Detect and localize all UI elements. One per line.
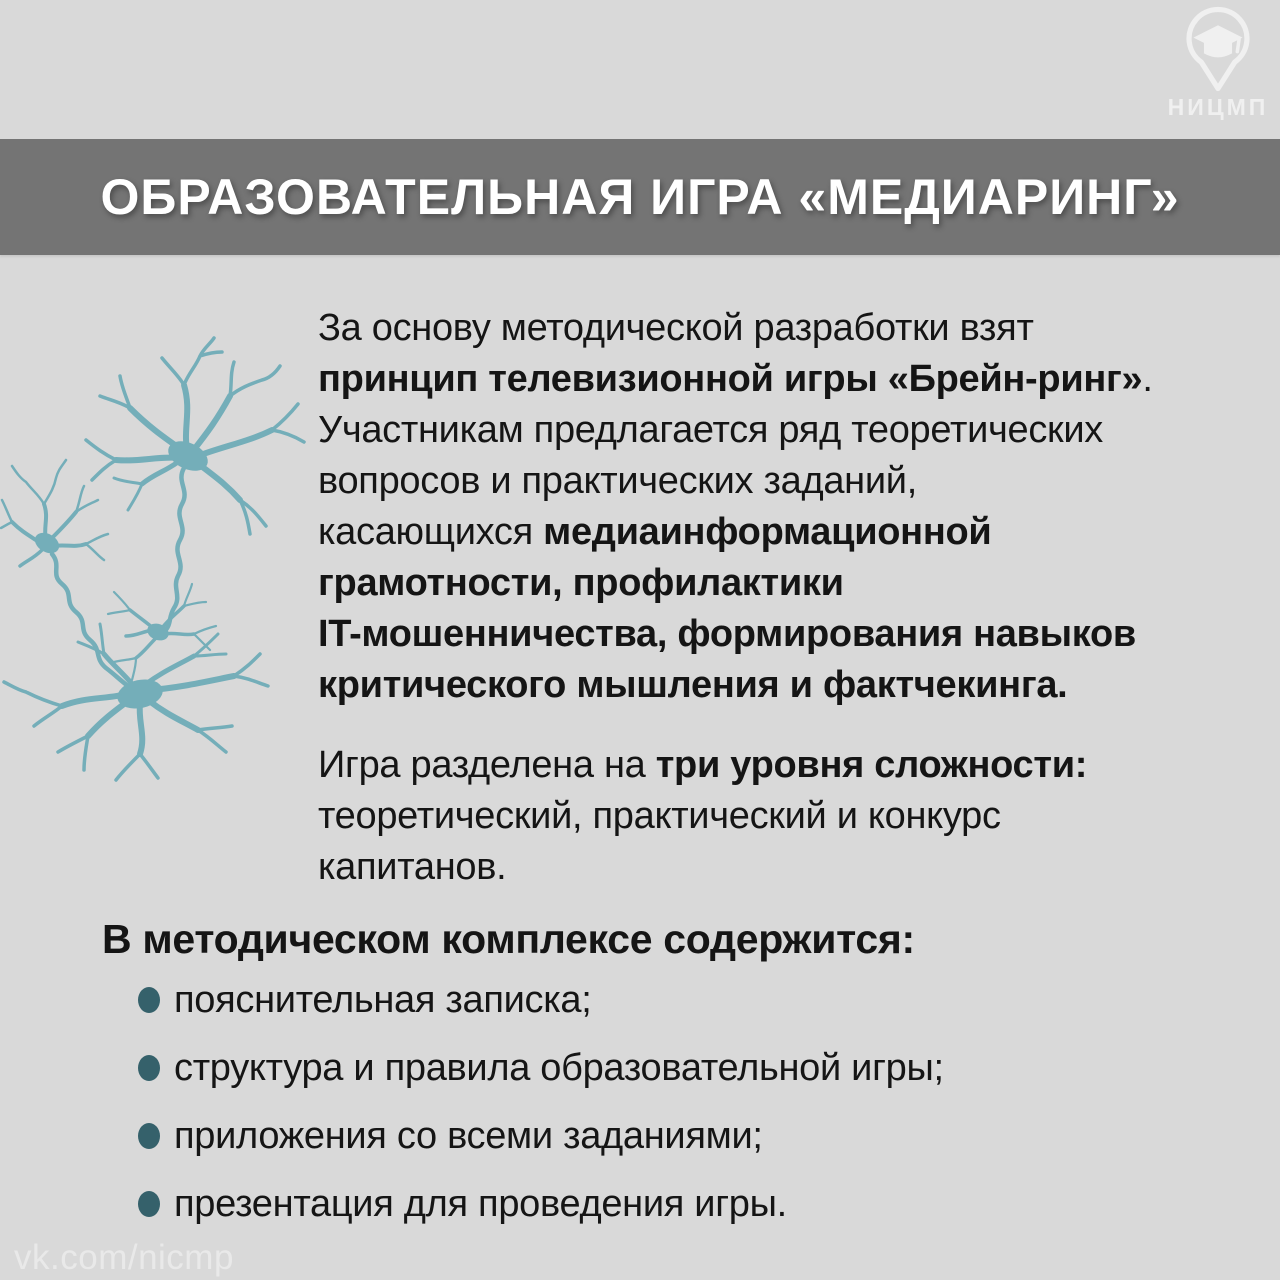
text-line [318,558,1248,609]
list-item-label: пояснительная записка; [174,978,592,1021]
list-item [138,1043,944,1093]
bold-text-segment: принцип телевизионной игры «Брейн-ринг» [318,358,1143,400]
list-item-label: приложения со всеми заданиями; [174,1114,763,1157]
text-segment: касающихся [318,511,544,553]
text-segment: вопросов и практических заданий, [318,460,917,502]
bold-text-segment: критического мышления и фактчекинга. [318,664,1068,706]
text-line [318,456,1248,507]
intro-paragraph [318,303,1248,711]
text-line [318,660,1248,711]
list-item-label: презентация для проведения игры. [174,1182,787,1225]
page-title: ОБРАЗОВАТЕЛЬНАЯ ИГРА «МЕДИАРИНГ» [100,169,1180,225]
brand-logo [1164,6,1272,121]
bold-text-segment: IT-мошенничества, формирования навыков [318,613,1136,655]
watermark-link: vk.com/nicmp [14,1238,234,1277]
pin-graduation-cap-icon [1174,6,1262,92]
text-segment: За основу методической разработки взят [318,307,1034,349]
bold-text-segment: три уровня сложности: [655,744,1088,786]
levels-paragraph [318,740,1248,893]
text-line [318,842,1248,893]
list-item [138,1111,944,1161]
complex-list [138,975,944,1247]
logo-org-name: НИЦМП [1167,94,1269,120]
text-line [318,303,1248,354]
text-segment: Участникам предлагается ряд теоретических [318,409,1103,451]
text-line [318,740,1248,791]
text-line [318,405,1248,456]
text-line [318,354,1248,405]
text-segment: капитанов. [318,846,507,888]
bold-text-segment: грамотности, профилактики [318,562,844,604]
bullet-icon [138,1055,160,1081]
neurons-illustration [0,330,322,792]
list-item-label: структура и правила образовательной игры; [174,1046,944,1089]
bullet-icon [138,1191,160,1217]
title-bar [0,139,1280,255]
bullet-icon [138,1123,160,1149]
text-line [318,507,1248,558]
bold-text-segment: медиаинформационной [543,511,992,553]
text-segment: теоретический, практический и конкурс [318,795,1001,837]
complex-heading: В методическом комплексе содержится: [102,916,915,962]
text-segment: Игра разделена на [318,744,656,786]
text-line [318,791,1248,842]
list-item [138,975,944,1025]
text-segment: . [1142,358,1153,400]
text-line [318,609,1248,660]
bullet-icon [138,987,160,1013]
list-item [138,1179,944,1229]
